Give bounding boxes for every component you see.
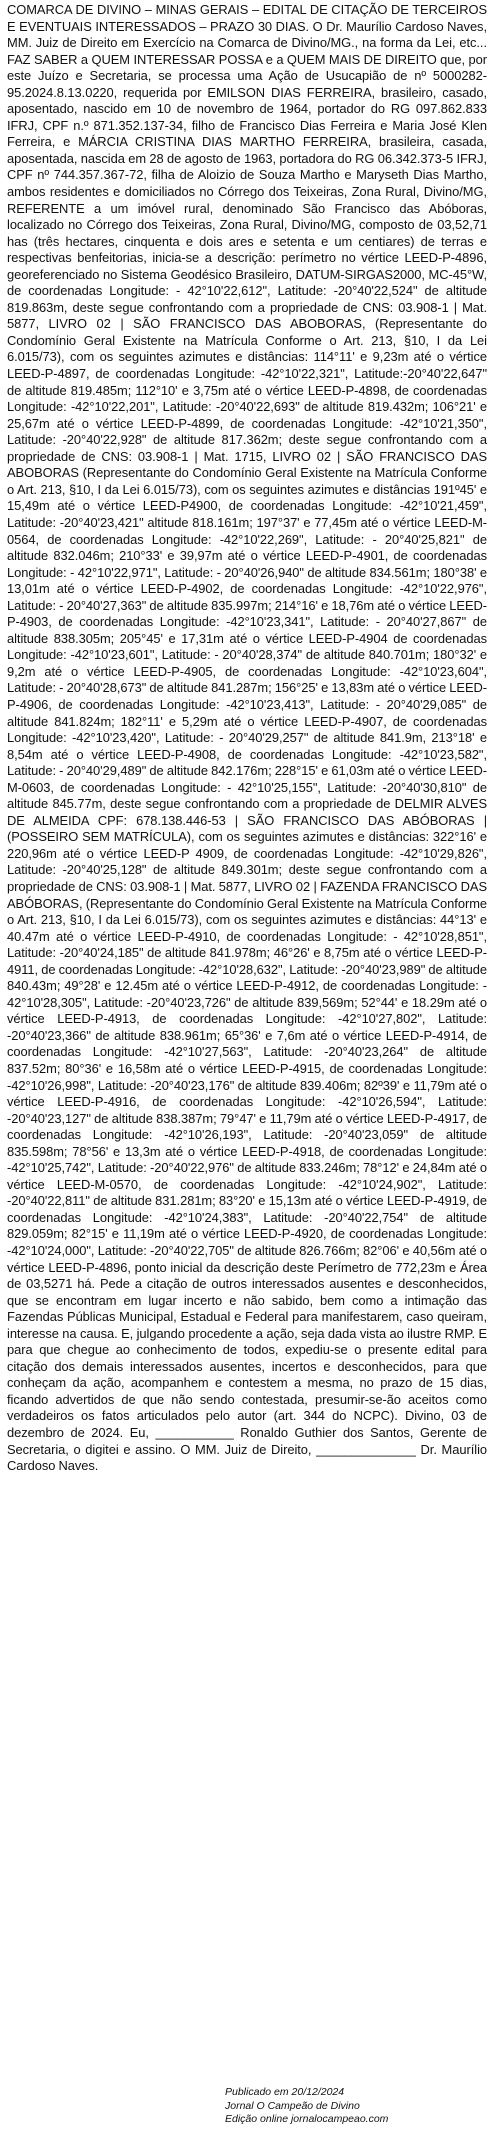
newspaper-name: Jornal O Campeão de Divino xyxy=(225,2099,360,2112)
publication-date: Publicado em 20/12/2024 xyxy=(225,2086,345,2098)
legal-notice-page xyxy=(7,0,487,1475)
publication-footer xyxy=(225,2086,445,2127)
online-edition: Edição online jornalocampeao.com xyxy=(225,2113,389,2125)
edital-body-text: COMARCA DE DIVINO – MINAS GERAIS – EDITAL DE CITAÇÃO DE TERCEIROS E EVENTUAIS INTERESSADOS – PRAZO 30 DIAS. O Dr. Maurílio Cardoso Naves, MM. Juiz de Direito em Exercício na Comarca de Divino/MG., na forma da Lei, etc... FAZ SABER a QUEM INTERESSAR POSSA e a QUEM MAIS DE DIREITO que, por este Juízo e Secretaria, se processa uma Ação de Usucapião de nº 5000282-95.2024.8.13.0220, requerida por EMILSON DIAS FERREIRA, brasileiro, casado, aposentado, nascido em 10 de novembro de 1964, portador do RG 097.862.833 IFRJ, CPF n.º 871.352.137-34, filho de Francisco Dias Ferreira e Maria José Klen Ferreira, e MÁRCIA CRISTINA DIAS MARTHO FERREIRA, brasileira, casada, aposentada, nascida em 28 de agosto de 1963, portadora do RG 06.342.373-5 IFRJ, CPF nº 744.357.367-72, filha de Aloizio de Souza Martho e Maryseth Dias Martho, ambos residentes e domiciliados no Córrego dos Teixeiras, Zona Rural, Divino/MG, REFERENTE a um imóvel rural, denominado São Francisco das Abóboras, localizado no Córrego dos Teixeiras, Zona Rural, Divino/MG, composto de 03,52,71 has (três hectares, cinquenta e dois ares e setenta e um centiares) de terras e respectivas benfeitorias, inicia-se a descrição: perímetro no vértice LEED-P-4896, georeferenciado no Sistema Geodésico Brasileiro, DATUM-SIRGAS2000, MC-45°W, de coordenadas Longitude: - 42°10'22,612", Latitude: -20°40'22,524" de altitude 819.863m, deste segue confrontando com a propriedade de CNS: 03.908-1 | Mat. 5877, LIVRO 02 | SÃO FRANCISCO DAS ABOBORAS, (Representante do Condomínio Geral Existente na Matrícula Conforme o Art. 213, §10, I da Lei 6.015/73), com os seguintes azimutes e distâncias: 114°11' e 9,23m até o vértice LEED-P-4897, de coordenadas Longitude: -42°10'22,321", Latitude:-20°40'22,647" de altitude 819.485m; 112°10' e 3,75m até o vértice LEED-P-4898, de coordenadas Longitude: -42°10'22,201", Latitude: -20°40'22,693" de altitude 819.432m; 106°21' e 25,67m até o vértice LEED-P-4899, de coordenadas Longitude: -42°10'21,350", Latitude: -20°40'22,928" de altitude 817.362m; deste segue confrontando com a propriedade de CNS: 03.908-1 | Mat. 1715, LIVRO 02 | SÃO FRANCISCO DAS ABOBORAS (Representante do Condomínio Geral Existente na Matrícula Conforme o Art. 213, §10, I da Lei 6.015/73), com os seguintes azimutes e distâncias 191º45' e 15,49m até o vértice LEED-P4900, de coordenadas Longitude: -42°10'21,459", Latitude: -20°40'23,421" altitude 818.161m; 197°37' e 77,45m até o vértice LEED-M-0564, de coordenadas Longitude: -42°10'22,269", Latitude: - 20°40'25,821" de altitude 832.046m; 210°33' e 39,97m até o vértice LEED-P-4901, de coordenadas Longitude: - 42°10'22,971", Latitude: - 20°40'26,940" de altitude 834.561m; 180°38' e 13,01m até o vértice LEED-P-4902, de coordenadas Longitude: -42°10'22,976", Latitude: - 20°40'27,363" de altitude 835.997m; 214°16' e 18,76m até o vértice LEED-P-4903, de coordenadas Longitude: -42°10'23,341", Latitude: - 20°40'27,867" de altitude 838.305m; 205°45' e 17,31m até o vértice LEED-P-4904 de coordenadas Longitude: -42°10'23,601", Latitude: - 20°40'28,374" de altitude 840.701m; 180°32' e 9,2m até o vértice LEED-P-4905, de coordenadas Longitude: -42°10'23,604", Latitude: - 20°40'28,673" de altitude 841.287m; 156°25' e 13,83m até o vértice LEED-P-4906, de coordenadas Longitude: -42°10'23,413", Latitude: - 20°40'29,085" de altitude 841.824m; 182°11' e 5,29m até o vértice LEED-P-4907, de coordenadas Longitude: -42°10'23,420", Latitude: - 20°40'29,257" de altitude 841.9m, 213°18' e 8,54m até o vértice LEED-P-4908, de coordenadas Longitude: -42°10'23,582", Latitude: - 20°40'29,489" de altitude 842.176m; 228°15' e 61,03m até o vértice LEED-M-0603, de coordenadas Longitude: - 42°10'25,155", Latitude: -20°40'30,810" de altitude 845.77m, deste segue confrontando com a propriedade de DELMIR ALVES DE ALMEIDA CPF: 678.138.446-53 | SÃO FRANCISCO DAS ABÓBORAS | (POSSEIRO SEM MATRÍCULA), com os seguintes azimutes e distâncias: 322°16' e 220,96m até o vértice LEED-P 4909, de coordenadas Longitude: -42°10'29,826", Latitude: -20°40'25,128" de altitude 849.301m; deste segue confrontando com a propriedade de CNS: 03.908-1 | Mat. 5877, LIVRO 02 | FAZENDA FRANCISCO DAS ABÓBORAS, (Representante do Condomínio Geral Existente na Matrícula Conforme o Art. 213, §10, I da Lei 6.015/73), com os seguintes azimutes e distâncias: 44°13' e 40.47m até o vértice LEED-P-4910, de coordenadas Longitude: - 42°10'28,851", Latitude: -20°40'24,185" de altitude 841.978m; 46°26' e 8,75m até o vértice LEED-P-4911, de coordenadas Longitude: -42°10'28,632", Latitude: -20°40'23,989" de altitude 840.43m; 49°28' e 12.45m até o vértice LEED-P-4912, de coordenadas Longitude: - 42°10'28,305", Latitude: -20°40'23,726" de altitude 839,569m; 52°44' e 18.29m até o vértice LEED-P-4913, de coordenadas Longitude: -42°10'27,802", Latitude: -20°40'23,366" de altitude 838.961m; 65°36' e 7,6m até o vértice LEED-P-4914, de coordenadas Longitude: -42°10'27,563", Latitude: -20°40'23,264" de altitude 837.52m; 80°36' e 16,58m até o vértice LEED-P-4915, de coordenadas Longitude: -42°10'26,998", Latitude: -20°40'23,176" de altitude 839.406m; 82º39' e 11,79m até o vértice LEED-P-4916, de coordenadas Longitude: -42°10'26,594", Latitude: -20°40'23,127" de altitude 838.387m; 79°47' e 11,79m até o vértice LEED-P-4917, de coordenadas Longitude: -42°10'26,193", Latitude: -20°40'23,059" de altitude 835.598m; 78°56' e 13,3m até o vértice LEED-P-4918, de coordenadas Longitude: -42°10'25,742", Latitude: -20°40'22,976" de altitude 833.246m; 78°12' e 24,84m até o vértice LEED-M-0570, de coordenadas Longitude: -42°10'24,902", Latitude: -20°40'22,811" de altitude 831.281m; 83°20' e 15,13m até o vértice LEED-P-4919, de coordenadas Longitude: -42°10'24,383", Latitude: -20°40'22,754" de altitude 829.059m; 82°15' e 11,19m até o vértice LEED-P-4920, de coordenadas Longitude: -42°10'24,000", Latitude: -20°40'22,705" de altitude 826.766m; 82°06' e 40,56m até o vértice LEED-P-4896, ponto inicial da descrição deste Perímetro de 772,23m e Área de 03,5271 há. Pede a citação de outros interessados ausentes e desconhecidos, que se encontram em lugar incerto e não sabido, bem como a intimação das Fazendas Públicas Municipal, Estadual e Federal para manifestarem, caso queiram, interesse na causa. E, julgando procedente a ação, seja dada vista ao ilustre RMP. E para que chegue ao conhecimento de todos, expediu-se o presente edital para citação dos demais interessados ausentes, incertos e desconhecidos, para que conheçam da ação, acompanhem e contestem a mesma, no prazo de 15 dias, ficando advertidos de que não sendo contestada, presumir-se-ão aceitos como verdadeiros os fatos articulados pelo autor (art. 344 do NCPC). Divino, 03 de dezembro de 2024. Eu, ___________ Ronaldo Guthier dos Santos, Gerente de Secretaria, o digitei e assino. O MM. Juiz de Direito, ______________ Dr. Maurílio Cardoso Naves. xyxy=(7,2,487,1474)
